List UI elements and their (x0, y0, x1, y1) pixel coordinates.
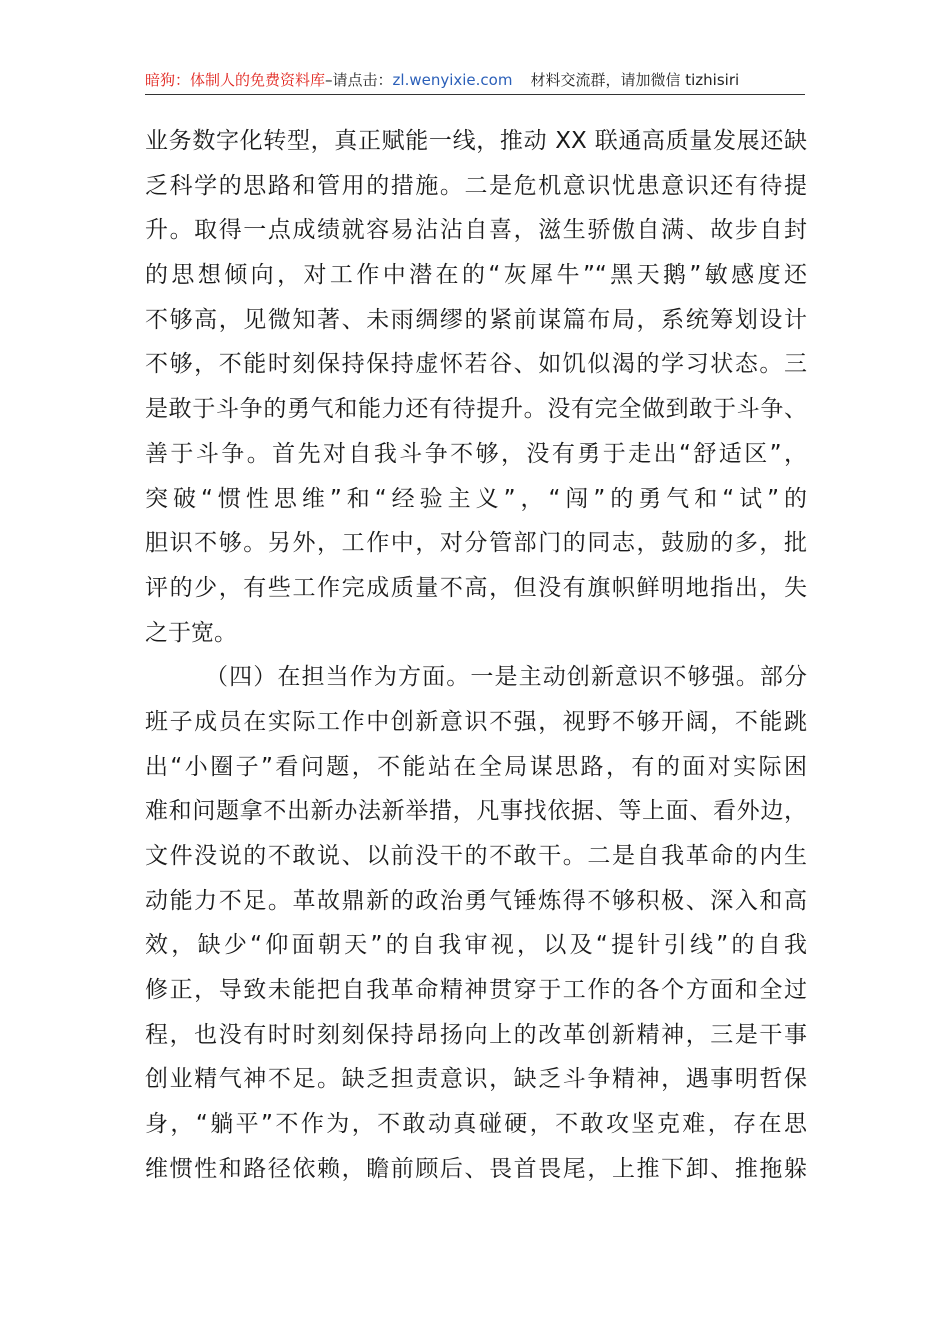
body-line: 出“小圈子”看问题，不能站在全局谋思路，有的面对实际困 (145, 753, 807, 780)
body-line: 的思想倾向，对工作中潜在的“灰犀牛”“黑天鹅”敏感度还 (145, 262, 807, 289)
page-header (145, 69, 805, 97)
header-divider (145, 94, 805, 95)
body-line: 善于斗争。首先对自我斗争不够，没有勇于走出“舒适区”， (145, 440, 807, 467)
document-body (145, 119, 807, 1192)
header-wechat-text: 材料交流群，请加微信 tizhisiri (530, 71, 740, 89)
body-line: 突破“惯性思维”和“经验主义”，“闯”的勇气和“试”的 (145, 485, 807, 512)
body-line: 维惯性和路径依赖，瞻前顾后、畏首畏尾，上推下卸、推拖躲 (145, 1155, 807, 1182)
body-line: 创业精气神不足。缺乏担责意识，缺乏斗争精神，遇事明哲保 (145, 1066, 807, 1093)
body-line: 班子成员在实际工作中创新意识不强，视野不够开阔，不能跳 (145, 708, 807, 735)
body-line: 之于宽。 (145, 619, 237, 646)
body-line: 身，“躺平”不作为，不敢动真碰硬，不敢攻坚克难，存在思 (145, 1111, 807, 1138)
header-click-prefix: –请点击： (325, 71, 393, 89)
body-line: 胆识不够。另外，工作中，对分管部门的同志，鼓励的多，批 (145, 530, 807, 557)
body-line: 程，也没有时时刻刻保持昂扬向上的改革创新精神，三是干事 (145, 1021, 807, 1048)
body-line: 不够高，见微知著、未雨绸缪的紧前谋篇布局，系统筹划设计 (145, 306, 807, 333)
body-line: 效，缺少“仰面朝天”的自我审视，以及“提针引线”的自我 (145, 932, 807, 959)
body-line: 是敢于斗争的勇气和能力还有待提升。没有完全做到敢于斗争、 (145, 396, 807, 423)
body-line: 不够，不能时刻保持保持虚怀若谷、如饥似渴的学习状态。三 (145, 351, 807, 378)
body-line: 动能力不足。革故鼎新的政治勇气锤炼得不够积极、深入和高 (145, 887, 807, 914)
body-line: 评的少，有些工作完成质量不高，但没有旗帜鲜明地指出，失 (145, 574, 807, 601)
body-line: 修正，导致未能把自我革命精神贯穿于工作的各个方面和全过 (145, 977, 807, 1004)
header-url-link[interactable]: zl.wenyixie.com (392, 71, 513, 89)
body-line: 业务数字化转型，真正赋能一线，推动 XX 联通高质量发展还缺 (145, 128, 807, 154)
body-line: 难和问题拿不出新办法新举措，凡事找依据、等上面、看外边， (145, 798, 807, 825)
body-line: 乏科学的思路和管用的措施。二是危机意识忧患意识还有待提 (145, 172, 807, 199)
header-site-label: 暗狗：体制人的免费资料库 (145, 71, 326, 89)
section-heading-line: （四）在担当作为方面。一是主动创新意识不够强。部分 (205, 664, 807, 691)
body-line: 升。取得一点成绩就容易沾沾自喜，滋生骄傲自满、故步自封 (145, 217, 807, 244)
body-line: 文件没说的不敢说、以前没干的不敢干。二是自我革命的内生 (145, 843, 807, 869)
